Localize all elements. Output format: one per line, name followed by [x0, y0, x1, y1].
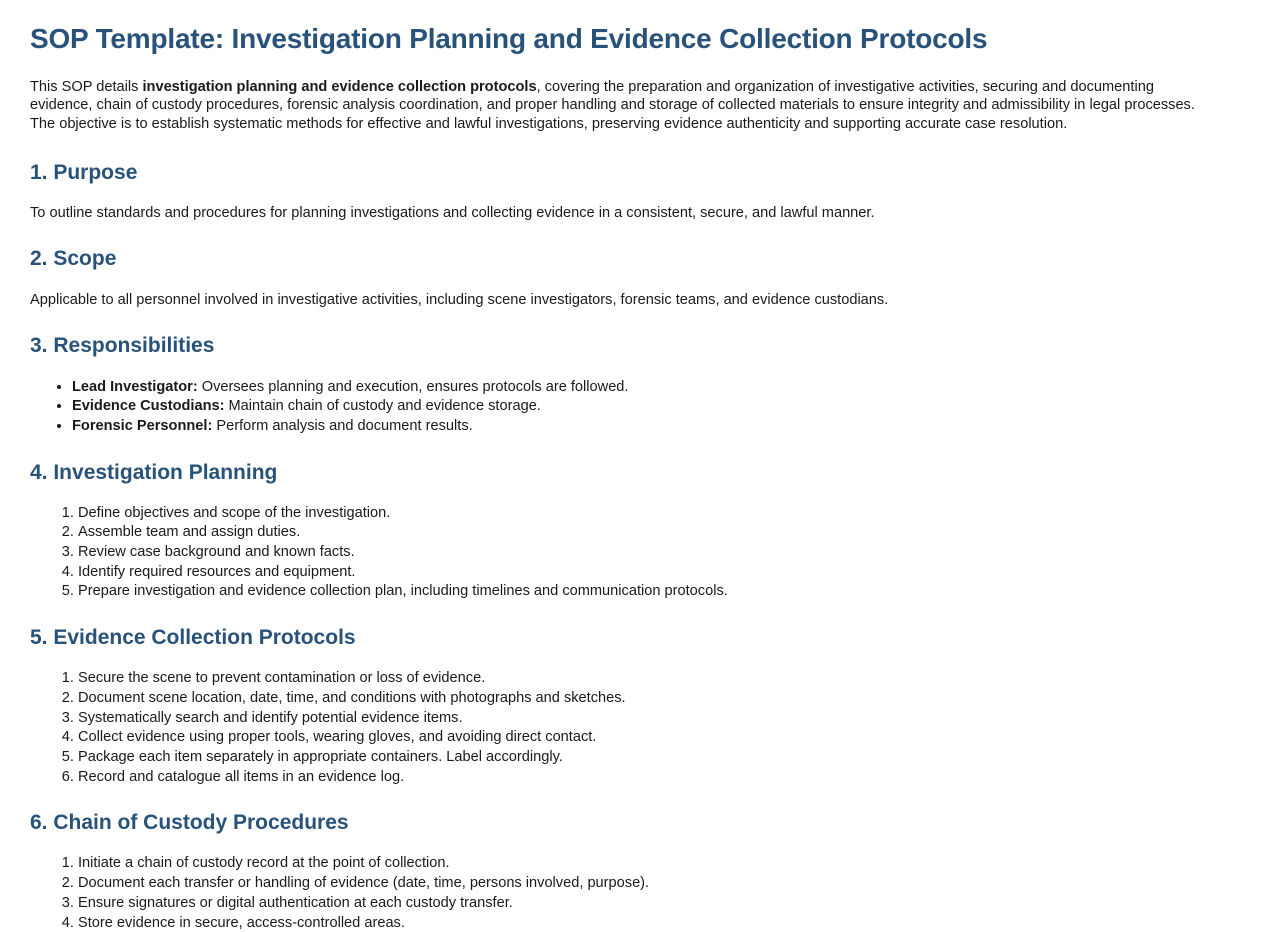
section-heading-responsibilities: 3. Responsibilities [30, 333, 1233, 358]
list-item: 5. Package each item separately in appropriate containers. Label accordingly. [78, 748, 1233, 767]
intro-paragraph [30, 78, 1220, 134]
list-item: 4. Store evidence in secure, access-controlled areas. [78, 914, 1233, 932]
section-heading-collection: 5. Evidence Collection Protocols [30, 625, 1233, 650]
intro-text-part2: , covering the preparation and organization of investigative activities, securing and documenting evidence, chain of custody procedures, forensic analysis coordination, and proper handling and storage of collected materials to ensure integrity and admissibility in legal processes. The objective is to establish systematic methods for effective and lawful investigations, preserving evidence authenticity and supporting accurate case resolution. [30, 79, 1195, 132]
collection-list [30, 669, 1233, 786]
responsibility-role: Lead Investigator: [72, 379, 198, 395]
section-investigation-planning [30, 460, 1233, 602]
custody-list [30, 854, 1233, 932]
list-item [72, 417, 1233, 436]
responsibility-role: Evidence Custodians: [72, 398, 224, 414]
section-heading-scope: 2. Scope [30, 246, 1233, 271]
planning-list [30, 504, 1233, 601]
responsibilities-list [30, 378, 1233, 436]
intro-text-bold: investigation planning and evidence collection protocols [142, 79, 536, 95]
section-chain-of-custody [30, 810, 1233, 932]
section-heading-purpose: 1. Purpose [30, 160, 1233, 185]
responsibility-text: Perform analysis and document results. [212, 418, 472, 434]
list-item: 1. Secure the scene to prevent contamination or loss of evidence. [78, 669, 1233, 688]
section-text-scope: Applicable to all personnel involved in investigative activities, including scene investigators, forensic teams, and evidence custodians. [30, 291, 1233, 310]
list-item [72, 397, 1233, 416]
page-title: SOP Template: Investigation Planning and Evidence Collection Protocols [30, 22, 1233, 56]
list-item: 2. Document each transfer or handling of evidence (date, time, persons involved, purpose). [78, 874, 1233, 893]
responsibility-text: Oversees planning and execution, ensures protocols are followed. [198, 379, 629, 395]
list-item: 3. Systematically search and identify potential evidence items. [78, 709, 1233, 728]
list-item: 1. Define objectives and scope of the investigation. [78, 504, 1233, 523]
list-item: 4. Identify required resources and equipment. [78, 563, 1233, 582]
section-purpose [30, 160, 1233, 223]
intro-text-part1: This SOP details [30, 79, 142, 95]
section-text-purpose: To outline standards and procedures for planning investigations and collecting evidence in a consistent, secure, and lawful manner. [30, 204, 1233, 223]
list-item: 2. Document scene location, date, time, and conditions with photographs and sketches. [78, 689, 1233, 708]
responsibility-text: Maintain chain of custody and evidence storage. [224, 398, 540, 414]
list-item: 1. Initiate a chain of custody record at the point of collection. [78, 854, 1233, 873]
list-item: 5. Prepare investigation and evidence collection plan, including timelines and communication protocols. [78, 582, 1233, 601]
section-heading-planning: 4. Investigation Planning [30, 460, 1233, 485]
list-item: 6. Record and catalogue all items in an evidence log. [78, 768, 1233, 787]
section-scope [30, 246, 1233, 309]
list-item [72, 378, 1233, 397]
section-heading-custody: 6. Chain of Custody Procedures [30, 810, 1233, 835]
list-item: 2. Assemble team and assign duties. [78, 523, 1233, 542]
section-evidence-collection [30, 625, 1233, 786]
section-responsibilities [30, 333, 1233, 435]
list-item: 3. Ensure signatures or digital authentication at each custody transfer. [78, 894, 1233, 913]
list-item: 4. Collect evidence using proper tools, wearing gloves, and avoiding direct contact. [78, 728, 1233, 747]
list-item: 3. Review case background and known facts. [78, 543, 1233, 562]
responsibility-role: Forensic Personnel: [72, 418, 212, 434]
